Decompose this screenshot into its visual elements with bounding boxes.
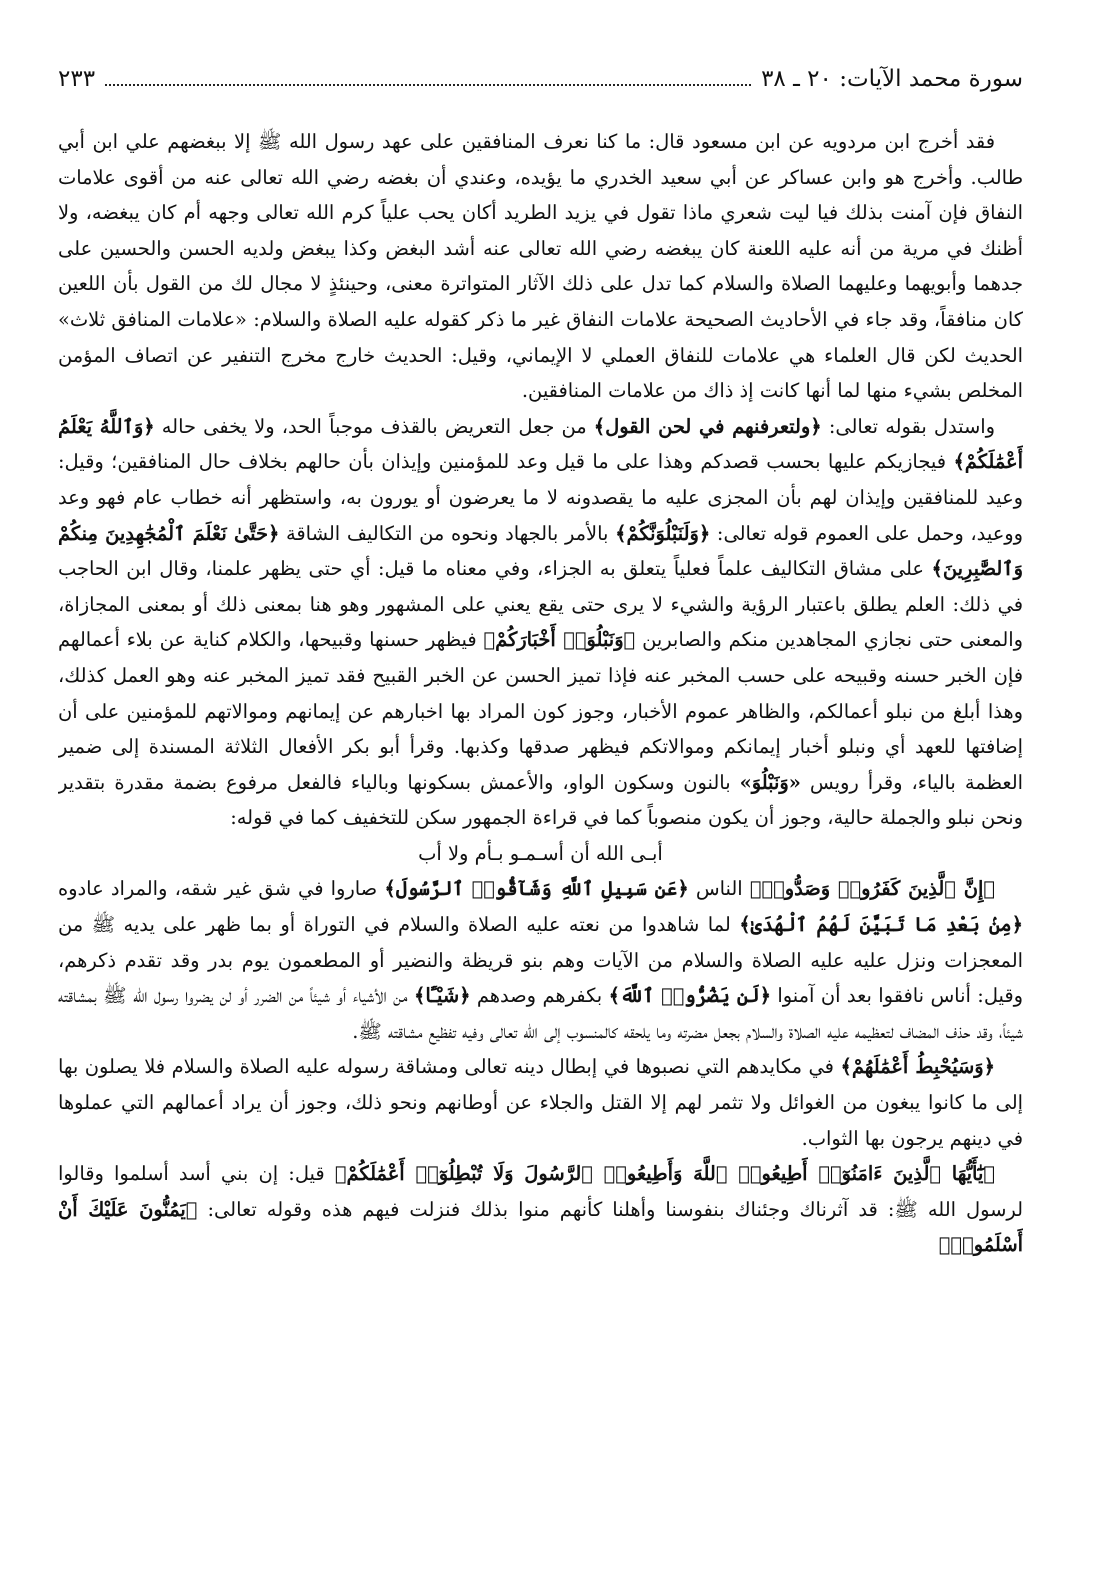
paragraph-text: فيظهر حسنها وقبيحها، والكلام كناية عن بلاء أعمالهم فإن الخبر حسنه وقبيحه على حسب المخبر عنه فإذا تميز الحسن عن الخبر القبيح فقد تميز المخبر عنه وهو العمل كذلك، وهذا أبلغ من نبلو أعمالكم، والظاهر عموم الأخبار، وجوز كون المراد بها اخبارهم عن إيمانهم وموالاتهم للمؤمنين على أن إضافتها للعهد أي ونبلو أخبار إيمانكم وموالاتكم فيظهر صدقها وكذبها. وقرأ أبو بكر الأفعال الثلاثة المسندة إلى ضمير العظمة بالياء، وقرأ رويس <box>58 628 1023 794</box>
running-title: سورة محمد الآيات: ٢٠ ـ ٣٨ <box>761 66 1023 92</box>
quran-quote: ﴿ولتعرفنهم في لحن القول﴾ <box>593 414 822 438</box>
quran-quote: ﴿عَن سَبِيلِ ٱللَّهِ وَشَآقُّوا۟ ٱلرَّسُولَ﴾ <box>384 877 689 901</box>
paragraph-text: في مكايدهم التي نصبوها في إبطال دينه تعالى ومشاقة رسوله عليه الصلاة والسلام فلا يصلون بها إلى ما كانوا يبغون من الغوائل ولا تثمر لهم إلا القتل والجلاء عن أوطانهم ونحو ذلك، وجوز أن يراد أعمالهم التي عملوها في دينهم يرجون بها الثواب. <box>58 1055 1023 1150</box>
paragraph-text: لما شاهدوا من نعته عليه الصلاة والسلام في التوراة أو بما ظهر على يديه ﷺ من المعجزات ونزل عليه عليه الصلاة والسلام من الآيات وهم بنو قريظة والنضير أو المطعمون يوم بدر وقد تقدم ذكرهم، وقيل: أناس نافقوا بعد أن آمنوا <box>58 913 1023 1008</box>
quran-quote: ﴿حَتَّىٰ نَعْلَمَ ٱلْمُجَٰهِدِينَ مِنكُمْ وَٱلصَّٰبِرِينَ﴾ <box>58 521 1023 581</box>
quran-quote: ﴿لَن يَضُرُّوا۟ ٱللَّهَ﴾ <box>608 984 771 1008</box>
quran-quote: ﴿وَلَنَبْلُوَنَّكُمْ﴾ <box>615 521 711 545</box>
paragraph-text: بالأمر بالجهاد ونحوه من التكاليف الشاقة <box>279 521 616 545</box>
paragraph-text: على مشاق التكاليف علماً فعلياً يتعلق به الجزاء، وفي معناه ما قيل: أي حتى يظهر علمنا، وقال ابن الحاجب في ذلك: العلم يطلق باعتبار الرؤية والشيء لا يرى حتى يقع يعني على المشهور وهو هنا بمعنى ذلك أو بمعنى المجازاة، والمعنى حتى نجازي المجاهدين منكم والصابرين <box>58 557 1023 652</box>
paragraph <box>58 1156 1023 1263</box>
header-dot-leader <box>105 84 751 86</box>
quran-quote: ﴿إِنَّ ٱلَّذِينَ كَفَرُوا۟ وَصَدُّوا۟﴾ <box>749 877 995 901</box>
paragraph-text: فيجازيكم عليها بحسب قصدكم وهذا على ما قيل وعد للمؤمنين وإيذان بأن حالهم بخلاف حال المنافقين؛ وقيل: وعيد للمنافقين وإيذان لهم بأن المجزى عليه ما يقصدونه لا ما يعرضون أو يورون به، واستظهر أنه خطاب عام فهو وعد ووعيد، وحمل على العموم قوله تعالى: <box>58 450 1023 545</box>
quran-quote: «وَنَبْلُوَ» <box>739 770 801 794</box>
paragraph-group-before-verse <box>58 124 1023 836</box>
paragraph-text: فقد أخرج ابن مردويه عن ابن مسعود قال: ما كنا نعرف المنافقين على عهد رسول الله ﷺ إلا ببغضهم علي ابن أبي طالب. وأخرج هو وابن عساكر عن أبي سعيد الخدري ما يؤيده، وعندي أن بغضه رضي الله تعالى عنه من أقوى علامات النفاق فإن آمنت بذلك فيا ليت شعري ماذا تقول في يزيد الطريد أكان يحب علياً كرم الله تعالى وجهه أم كان يبغضه، ولا أظنك في مرية من أنه عليه اللعنة كان يبغضه رضي الله تعالى عنه أشد البغض وكذا يبغض ولديه الحسن والحسين على جدهما وأبويهما وعليهما الصلاة والسلام كما تدل على ذلك الآثار المتواترة معنى، وحينئذٍ لا مجال لك من القول بأن اللعين كان منافقاً، وقد جاء في الأحاديث الصحيحة علامات النفاق غير ما ذكر كقوله عليه الصلاة والسلام: «علامات المنافق ثلاث» الحديث لكن قال العلماء هي علامات للنفاق العملي لا الإيماني، وقيل: الحديث خارج مخرج التنفير عن اتصاف المؤمن المخلص بشيء منها لما أنها كانت إذ ذاك من علامات المنافقين. <box>58 130 1023 403</box>
paragraph-text: من جعل التعريض بالقذف موجباً الحد، ولا يخفى حاله <box>154 414 594 438</box>
running-header <box>58 66 1023 106</box>
quran-quote: ﴿وَسَيُحْبِطُ أَعْمَٰلَهُمْ﴾ <box>840 1055 996 1079</box>
quran-quote: ﴿يَمُنُّونَ عَلَيْكَ أَنْ أَسْلَمُوا۟﴾ <box>58 1197 1023 1257</box>
poetry-verse: أبـى الله أن أسـمـو بـأم ولا أب <box>418 841 663 865</box>
quran-quote: ﴿وَٱللَّهُ يَعْلَمُ أَعْمَٰلَكُمْ﴾ <box>58 414 1023 474</box>
paragraph-text: بالنون وسكون الواو، والأعمش بسكونها وبالياء فالفعل مرفوع بضمة مقدرة بتقدير ونحن نبلو والجملة حالية، وجوز أن يكون منصوباً كما في قراءة الجمهور سكن للتخفيف كما في قوله: <box>58 770 1023 830</box>
quran-quote: ﴿وَنَبْلُوَا۟ أَخْبَارَكُمْ﴾ <box>483 628 636 652</box>
paragraph-text: صاروا في شق غير شقه، والمراد عادوه <box>58 877 385 901</box>
paragraph-text: بكفرهم وصدهم <box>470 984 609 1008</box>
paragraph-group-after-verse <box>58 871 1023 1263</box>
quran-quote: ﴿شَيْـًٔا﴾ <box>414 984 471 1008</box>
paragraph-text: الناس <box>688 877 750 901</box>
commentary-body <box>58 124 1023 1263</box>
paragraph-text: من الأشياء أو شيئاً من الضرر أو لن يضروا رسول الله ﷺ بمشاقته شيئاً، وقد حذف المضاف لتعظيمه عليه الصلاة والسلام بجعل مضرته وما يلحقه كالمنسوب إلى الله تعالى وفيه تفظيع مشاقته ﷺ. <box>58 984 1023 1043</box>
quran-quote: ﴿مِنۢ بَعْدِ مَا تَبَيَّنَ لَهُمُ ٱلْهُدَىٰ﴾ <box>739 913 1023 937</box>
book-page <box>58 66 1023 1546</box>
paragraph-text: قيل: إن بني أسد أسلموا وقالوا لرسول الله ﷺ: قد آثرناك وجئناك بنفوسنا وأهلنا كأنهم منوا بذلك فنزلت فيهم هذه وقوله تعالى: <box>58 1162 1023 1221</box>
paragraph <box>58 871 1023 1049</box>
page-number: ٢٣٣ <box>58 66 96 92</box>
paragraph <box>58 409 1023 836</box>
paragraph-text: واستدل بقوله تعالى: <box>821 414 996 438</box>
quran-quote: ﴿يَٰٓأَيُّهَا ٱلَّذِينَ ءَامَنُوٓا۟ أَطِيعُوا۟ ٱللَّهَ وَأَطِيعُوا۟ ٱلرَّسُولَ وَلَا تُبْطِلُوٓا۟ أَعْمَٰلَكُمْ﴾ <box>334 1162 995 1186</box>
paragraph <box>58 124 1023 409</box>
paragraph <box>58 1049 1023 1156</box>
